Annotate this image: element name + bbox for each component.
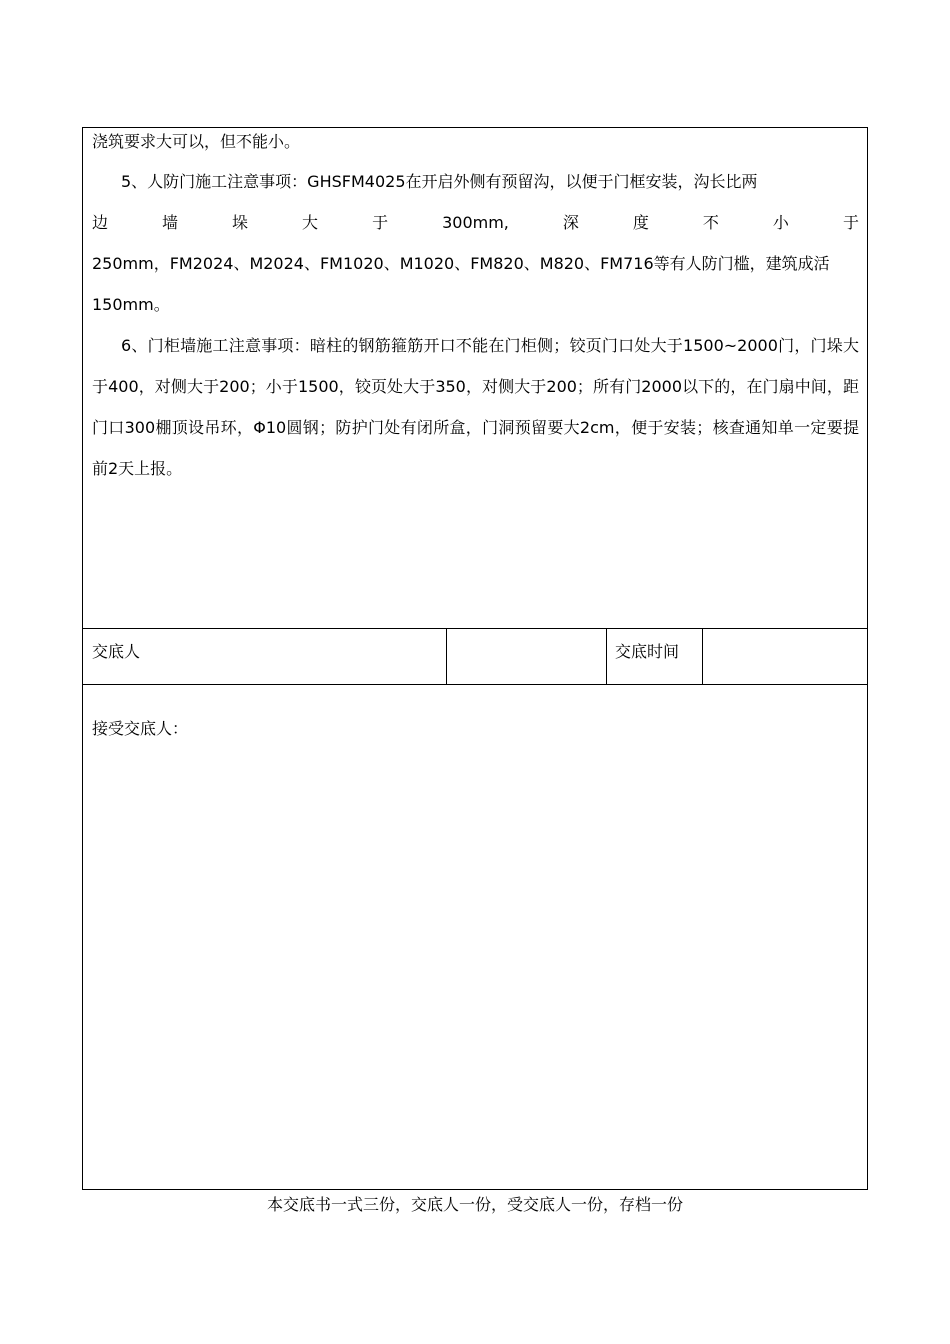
item-5-line-4: 150mm。	[92, 295, 170, 314]
item-5-line-2	[92, 202, 859, 243]
continuation-text: 浇筑要求大可以，但不能小。	[92, 132, 301, 151]
discloser-field[interactable]	[447, 629, 607, 684]
content-cell	[83, 128, 867, 628]
receiver-label: 接受交底人：	[92, 719, 189, 738]
disclosure-time-label: 交底时间	[607, 629, 703, 684]
spread-word: 深	[562, 213, 579, 232]
item-6-paragraph: 6、门柜墙施工注意事项：暗柱的钢筋箍筋开口不能在门柜侧；铰页门口处大于1500~2000门，门垛大于400，对侧大于200；小于1500，铰页处大于350，对侧大于200；所有门2000以下的，在门扇中间，距门口300棚顶设吊环，Φ10圆钢；防护门处有闭所盒，门洞预留要大2cm，便于安装；核查通知单一定要提前2天上报。	[92, 336, 859, 478]
spread-word: 边	[92, 213, 109, 232]
item-5-line-3: 250mm，FM2024、M2024、FM1020、M1020、FM820、M820、FM716等有人防门槛，建筑成活	[92, 254, 830, 273]
spread-word: 度	[632, 213, 649, 232]
signature-row	[83, 628, 867, 685]
item-5-line-1: 5、人防门施工注意事项：GHSFM4025在开启外侧有预留沟，以便于门框安装，沟长比两	[121, 172, 758, 191]
spread-word: 于	[372, 213, 389, 232]
spread-word: 300mm,	[442, 213, 509, 232]
disclosure-time-field[interactable]	[703, 629, 867, 684]
discloser-label: 交底人	[83, 629, 447, 684]
spread-word: 于	[842, 213, 859, 232]
spread-word: 墙	[162, 213, 179, 232]
footer-note: 本交底书一式三份，交底人一份，受交底人一份，存档一份	[266, 1195, 683, 1214]
spread-word: 大	[302, 213, 319, 232]
disclosure-table	[82, 127, 868, 1190]
spread-word: 不	[702, 213, 719, 232]
spread-word: 垛	[232, 213, 249, 232]
spread-word: 小	[772, 213, 789, 232]
